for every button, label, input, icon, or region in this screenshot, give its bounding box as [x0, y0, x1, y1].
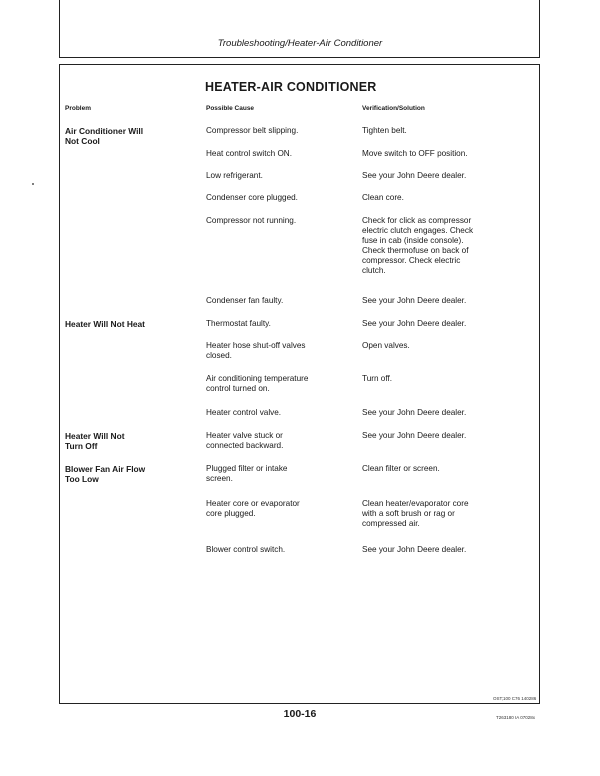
cause-cell: Heater control valve. [206, 408, 282, 417]
cause-cell: Air conditioning temperature control turned on. [206, 374, 309, 393]
stray-mark [32, 183, 34, 185]
solution-cell: Tighten belt. [362, 126, 407, 135]
content-bottom-rule [59, 703, 540, 704]
solution-cell: Clean heater/evaporator core with a soft brush or rag or compressed air. [362, 499, 469, 528]
content-right-border [539, 64, 540, 704]
cause-cell: Condenser fan faulty. [206, 296, 284, 305]
solution-cell: Move switch to OFF position. [362, 149, 468, 158]
problem-label: Air Conditioner Will Not Cool [65, 126, 144, 146]
column-header-cause: Possible Cause [206, 105, 255, 112]
cause-cell: Blower control switch. [206, 545, 286, 554]
column-header-solution: Verification/Solution [362, 105, 425, 112]
column-header-problem: Problem [65, 105, 92, 112]
solution-cell: Open valves. [362, 341, 410, 350]
solution-cell: See your John Deere dealer. [362, 431, 467, 440]
solution-cell: See your John Deere dealer. [362, 319, 467, 328]
solution-cell: See your John Deere dealer. [362, 545, 467, 554]
solution-cell: Turn off. [362, 374, 393, 383]
cause-cell: Heater core or evaporator core plugged. [206, 499, 300, 518]
cause-cell: Compressor not running. [206, 216, 297, 225]
content-top-rule [59, 64, 540, 65]
cause-cell: Low refrigerant. [206, 171, 263, 180]
solution-cell: Check for click as compressor electric clutch engages. Check fuse in cab (inside console). Check thermofuse on back of compressor. Check electric clutch. [362, 216, 474, 275]
solution-cell: Clean core. [362, 193, 404, 202]
cause-cell: Compressor belt slipping. [206, 126, 299, 135]
solution-cell: Clean filter or screen. [362, 464, 440, 473]
part-code: T263180 IA 07028x [496, 715, 536, 720]
cause-cell: Heater valve stuck or connected backward. [206, 431, 284, 450]
section-title: HEATER-AIR CONDITIONER [205, 80, 377, 94]
document-code: OST;100 C76 140286 [493, 696, 537, 701]
page-number: 100-16 [283, 708, 317, 720]
cause-cell: Condenser core plugged. [206, 193, 298, 202]
content-left-border [59, 64, 60, 704]
header-rule [59, 57, 540, 58]
cause-cell: Thermostat faulty. [206, 319, 271, 328]
solution-cell: See your John Deere dealer. [362, 408, 467, 417]
cause-cell: Plugged filter or intake screen. [206, 464, 288, 483]
solution-cell: See your John Deere dealer. [362, 296, 467, 305]
cause-cell: Heat control switch ON. [206, 149, 292, 158]
cause-cell: Heater hose shut-off valves closed. [206, 341, 306, 360]
problem-label: Blower Fan Air Flow Too Low [65, 464, 146, 484]
solution-cell: See your John Deere dealer. [362, 171, 467, 180]
problem-label: Heater Will Not Heat [65, 319, 145, 329]
running-header: Troubleshooting/Heater-Air Conditioner [217, 38, 383, 49]
problem-label: Heater Will Not Turn Off [65, 431, 125, 451]
